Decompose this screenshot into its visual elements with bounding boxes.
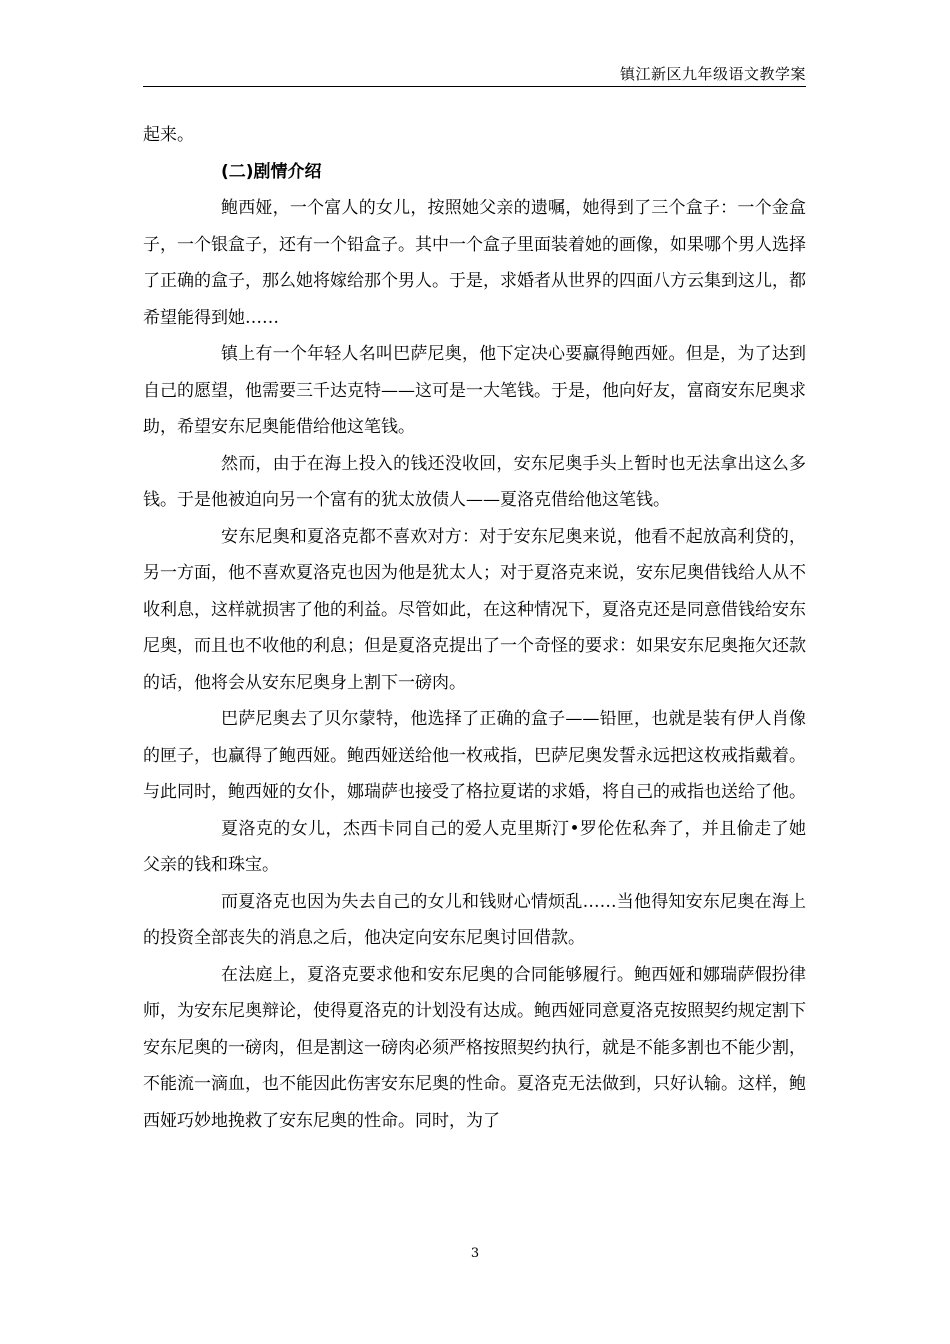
paragraph-1: 鲍西娅，一个富人的女儿，按照她父亲的遗嘱，她得到了三个盒子：一个金盒子，一个银盒子，还有一个铅盒子。其中一个盒子里面装着她的画像，如果哪个男人选择了正确的盒子，那么她将嫁给那个男人。于是，求婚者从世界的四面八方云集到这儿，都希望能得到她…… [143, 198, 806, 328]
header-divider [143, 86, 806, 87]
paragraph-5: 巴萨尼奥去了贝尔蒙特，他选择了正确的盒子——铅匣，也就是装有伊人肖像的匣子，也赢得了鲍西娅。鲍西娅送给他一枚戒指，巴萨尼奥发誓永远把这枚戒指戴着。与此同时，鲍西娅的女仆，娜瑞萨也接受了格拉夏诺的求婚，将自己的戒指也送给了他。 [143, 709, 806, 802]
page-number: 3 [470, 1246, 480, 1261]
paragraph-3: 然而，由于在海上投入的钱还没收回，安东尼奥手头上暂时也无法拿出这么多钱。于是他被迫向另一个富有的犹太放债人——夏洛克借给他这笔钱。 [143, 453, 806, 510]
paragraph-7: 而夏洛克也因为失去自己的女儿和钱财心情烦乱……当他得知安东尼奥在海上的投资全部丧失的消息之后，他决定向安东尼奥讨回借款。 [143, 891, 806, 948]
paragraph-8: 在法庭上，夏洛克要求他和安东尼奥的合同能够履行。鲍西娅和娜瑞萨假扮律师，为安东尼奥辩论，使得夏洛克的计划没有达成。鲍西娅同意夏洛克按照契约规定割下安东尼奥的一磅肉，但是割这一磅肉必须严格按照契约执行，就是不能多割也不能少割，不能流一滴血，也不能因此伤害安东尼奥的性命。夏洛克无法做到，只好认输。这样，鲍西娅巧妙地挽救了安东尼奥的性命。同时，为了 [143, 964, 806, 1131]
paragraph-4: 安东尼奥和夏洛克都不喜欢对方：对于安东尼奥来说，他看不起放高利贷的，另一方面，他不喜欢夏洛克也因为他是犹太人；对于夏洛克来说，安东尼奥借钱给人从不收利息，这样就损害了他的利益。尽管如此，在这种情况下，夏洛克还是同意借钱给安东尼奥，而且也不收他的利息；但是夏洛克提出了一个奇怪的要求：如果安东尼奥拖欠还款的话，他将会从安东尼奥身上割下一磅肉。 [143, 526, 806, 693]
paragraph-6: 夏洛克的女儿，杰西卡同自己的爱人克里斯汀•罗伦佐私奔了，并且偷走了她父亲的钱和珠宝。 [143, 818, 806, 875]
continuation-text: 起来。 [143, 125, 194, 145]
page-header-title: 镇江新区九年级语文教学案 [619, 65, 806, 83]
section-heading: (二)剧情介绍 [221, 161, 322, 182]
document-body [143, 117, 806, 1139]
paragraph-2: 镇上有一个年轻人名叫巴萨尼奥，他下定决心要赢得鲍西娅。但是，为了达到自己的愿望，他需要三千达克特——这可是一大笔钱。于是，他向好友，富商安东尼奥求助，希望安东尼奥能借给他这笔钱。 [143, 344, 806, 437]
